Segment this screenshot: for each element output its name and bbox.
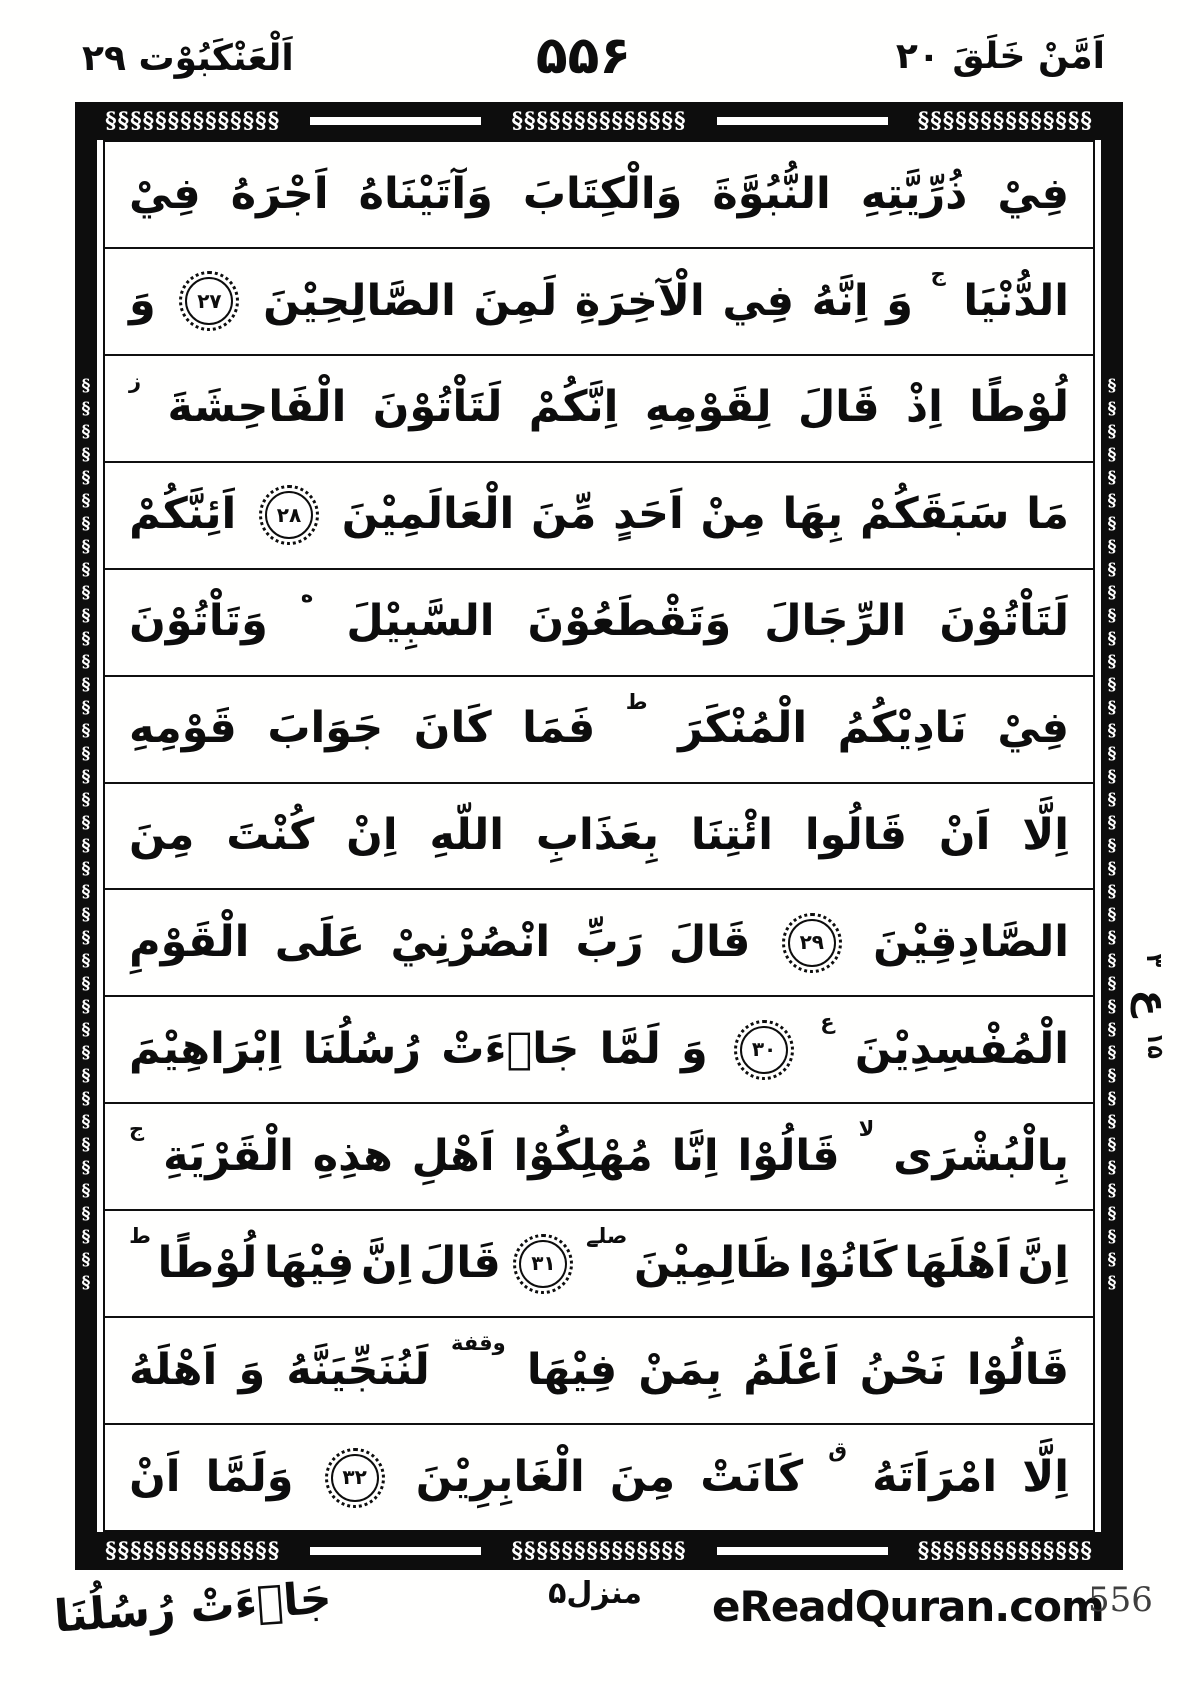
- surah-name-label: اَلْعَنْكَبُوْت ۲۹: [82, 38, 294, 79]
- waqf-mark: ق: [828, 1438, 847, 1463]
- quran-line: [105, 677, 1093, 784]
- quran-line: [105, 1425, 1093, 1530]
- quran-line: [105, 463, 1093, 570]
- waqf-mark: ط: [129, 1224, 151, 1249]
- waqf-mark: وقفة: [451, 1331, 506, 1356]
- ayah-end-medallion: ۲۹: [788, 919, 836, 967]
- quran-word: اَهْلَهُ: [129, 1344, 218, 1395]
- quran-word: قَالُوْا: [966, 1344, 1069, 1395]
- waqf-mark: ج: [930, 261, 946, 286]
- quran-word: اِنْ: [346, 810, 398, 861]
- catchword-next-page: جَاۤءَتْ رُسُلُنَا: [52, 1572, 334, 1643]
- quran-word: مِنَ: [129, 810, 195, 861]
- quran-word: الْآخِرَةِ: [574, 275, 705, 326]
- quran-word: اللّهِ: [429, 810, 504, 861]
- page-number: 556: [1088, 1580, 1153, 1620]
- quran-word: جَاۤءَتْ: [441, 1023, 580, 1074]
- quran-word: مِنَ: [609, 1451, 676, 1502]
- frame-left-band: [75, 140, 97, 1532]
- quran-word: الْغَابِرِيْنَ: [415, 1451, 585, 1502]
- quran-line: [105, 142, 1093, 249]
- quran-word: اَجْرَهُ: [230, 168, 329, 219]
- ruku-in-juz: ۱۵: [1141, 1032, 1167, 1059]
- quran-word: فِيْ: [997, 703, 1069, 754]
- quran-word: اَنْ: [129, 1451, 181, 1502]
- quran-word: وَ: [238, 1344, 266, 1395]
- quran-word: سَبَقَكُمْ: [859, 489, 1010, 540]
- quran-word: كُنْتَ: [226, 810, 315, 861]
- divider-bar: [310, 1547, 481, 1555]
- quran-word: رُسُلُنَا: [302, 1023, 422, 1074]
- quran-word: لَمَّا: [599, 1023, 661, 1074]
- quran-line: [105, 356, 1093, 463]
- scroll-ornament-vertical: §§§§§§§§§§§§§§§§§§§§§§§§§§§§§§§§§§§§§§§§: [76, 376, 96, 1296]
- quran-word: اَئِنَّكُمْ: [129, 489, 237, 540]
- quran-word: اِنَّكُمْ: [528, 382, 619, 433]
- quran-word: وَتَاْتُوْنَ: [129, 596, 268, 647]
- quran-word: كَانُوْا: [798, 1237, 898, 1288]
- frame-right-band: [1101, 140, 1123, 1532]
- quran-word: قَالَ: [668, 917, 751, 968]
- quran-word: قَالُوا: [804, 810, 908, 861]
- waqf-mark: ج: [129, 1117, 145, 1142]
- quran-word: قَالُوْا: [737, 1130, 840, 1181]
- ayah-end-medallion: ۲۷: [185, 277, 233, 325]
- quran-word: الصَّالِحِيْنَ: [263, 275, 456, 326]
- quran-word: اِنَّا: [671, 1130, 719, 1181]
- quran-word: وَ: [129, 275, 156, 326]
- scroll-ornament: §§§§§§§§§§§§§§: [511, 108, 687, 134]
- ruku-count: ۳: [1141, 953, 1167, 968]
- quran-word: فِيْ: [129, 168, 201, 219]
- quran-line: [105, 1211, 1093, 1318]
- waqf-mark: ط: [625, 689, 648, 714]
- quran-word: لَتَاْتُوْنَ: [372, 382, 503, 433]
- quran-line: [105, 1318, 1093, 1425]
- waqf-mark: ز: [129, 368, 142, 393]
- quran-word: مِنْ: [700, 489, 766, 540]
- quran-word: اِلَّا: [1022, 1451, 1069, 1502]
- quran-line: [105, 890, 1093, 997]
- quran-word: كَانَ: [413, 703, 492, 754]
- quran-word: وَلَمَّا: [205, 1451, 294, 1502]
- quran-word: رَبِّ: [575, 917, 644, 968]
- quran-word: قَالَ: [797, 382, 880, 433]
- quran-word: مَا: [1026, 489, 1069, 540]
- quran-word: لِقَوْمِهِ: [644, 382, 772, 433]
- page-header: [62, 24, 1105, 90]
- scroll-ornament: §§§§§§§§§§§§§§: [105, 108, 281, 134]
- scroll-ornament: §§§§§§§§§§§§§§: [917, 108, 1093, 134]
- quran-word: وَ: [886, 275, 913, 326]
- quran-word: الصَّادِقِيْنَ: [873, 917, 1069, 968]
- quran-word: كَانَتْ: [700, 1451, 804, 1502]
- quran-word: مِّنَ: [531, 489, 597, 540]
- waqf-mark: صلے: [586, 1224, 628, 1249]
- quran-word: فِيْهَا: [264, 1237, 355, 1288]
- quran-word: وَتَقْطَعُوْنَ: [527, 596, 732, 647]
- watermark-text: eReadQuran.com: [712, 1582, 1104, 1631]
- quran-word: وَآتَيْنَاهُ: [358, 168, 493, 219]
- quran-word: لُوْطًا: [157, 1237, 258, 1288]
- quran-word: الْمُنْكَرَ: [678, 703, 808, 754]
- quran-word: عَلَى: [274, 917, 366, 968]
- scroll-ornament: §§§§§§§§§§§§§§: [511, 1538, 687, 1564]
- quran-word: لَتَاْتُوْنَ: [939, 596, 1069, 647]
- frame-middle: [75, 140, 1123, 1532]
- quran-word: قَالَ: [419, 1237, 501, 1288]
- quran-word: قَوْمِهِ: [129, 703, 237, 754]
- quran-word: لَمِنَ: [473, 275, 558, 326]
- quran-line: [105, 997, 1093, 1104]
- quran-word: الْقَرْيَةِ: [163, 1130, 294, 1181]
- divider-bar: [717, 117, 888, 125]
- quran-word: فِيْهَا: [526, 1344, 618, 1395]
- divider-bar: [310, 117, 481, 125]
- waqf-mark: لا: [858, 1117, 875, 1142]
- quran-word: الْفَاحِشَةَ: [167, 382, 347, 433]
- quran-word: لَنُنَجِّيَنَّهُ: [286, 1344, 430, 1395]
- quran-word: نَادِيْكُمُ: [837, 703, 967, 754]
- quran-text-area: [103, 140, 1095, 1532]
- quran-word: بِمَنْ: [638, 1344, 722, 1395]
- quran-word: بِعَذَابِ: [535, 810, 660, 861]
- ayah-end-medallion: ۲۸: [265, 491, 313, 539]
- quran-word: وَالْكِتَابَ: [522, 168, 683, 219]
- quran-word: انْصُرْنِيْ: [390, 917, 551, 968]
- quran-word: الْمُفْسِدِيْنَ: [854, 1023, 1069, 1074]
- quran-word: اِذْ: [906, 382, 943, 433]
- quran-word: هذِهِ: [312, 1130, 393, 1181]
- ayah-end-medallion: ۳۲: [331, 1454, 379, 1502]
- quran-word: فِي: [722, 275, 795, 326]
- quran-word: اَحَدٍ: [613, 489, 684, 540]
- quran-word: الْقَوْمِ: [129, 917, 250, 968]
- quran-word: لُوْطًا: [969, 382, 1069, 433]
- quran-word: الدُّنْيَا: [963, 275, 1069, 326]
- quran-word: ظَالِمِيْنَ: [633, 1237, 792, 1288]
- ayah-end-medallion: ۳۰: [740, 1026, 788, 1074]
- quran-word: فِيْ: [997, 168, 1069, 219]
- quran-word: اِبْرَاهِيْمَ: [129, 1023, 283, 1074]
- quran-word: اِنَّ: [360, 1237, 413, 1288]
- quran-word: ائْتِنَا: [690, 810, 774, 861]
- quran-line: [105, 249, 1093, 356]
- quran-word: اَهْلَهَا: [904, 1237, 1011, 1288]
- quran-word: النُّبُوَّةَ: [712, 168, 831, 219]
- quran-word: السَّبِيْلَ: [346, 596, 495, 647]
- page-number-arabic: ۵۵۶: [535, 26, 632, 86]
- ain-ruku-icon: ع: [1131, 989, 1178, 1017]
- manzil-label: منزل۵: [548, 1576, 642, 1611]
- juz-name-label: اَمَّنْ خَلَقَ ۲۰: [895, 36, 1105, 77]
- quran-word: بِهَا: [782, 489, 844, 540]
- quran-line: [105, 784, 1093, 891]
- scroll-ornament: §§§§§§§§§§§§§§: [105, 1538, 281, 1564]
- quran-word: وَ: [681, 1023, 708, 1074]
- ayah-end-medallion: ۳۱: [519, 1240, 567, 1288]
- quran-word: امْرَاَتَهُ: [872, 1451, 998, 1502]
- decorative-frame: [75, 102, 1123, 1570]
- quran-word: اِلَّا: [1022, 810, 1069, 861]
- waqf-mark: ع: [820, 1010, 835, 1035]
- quran-word: جَوَابَ: [267, 703, 384, 754]
- frame-bottom-band: [75, 1532, 1123, 1570]
- quran-word: اَنْ: [938, 810, 991, 861]
- scroll-ornament: §§§§§§§§§§§§§§: [917, 1538, 1093, 1564]
- divider-bar: [717, 1547, 888, 1555]
- waqf-mark: ه: [300, 582, 314, 607]
- quran-line: [105, 1104, 1093, 1211]
- quran-word: مُهْلِكُوْا: [513, 1130, 653, 1181]
- quran-word: اِنَّهُ: [811, 275, 869, 326]
- quran-word: اَهْلِ: [411, 1130, 495, 1181]
- scroll-ornament-vertical: §§§§§§§§§§§§§§§§§§§§§§§§§§§§§§§§§§§§§§§§: [1102, 376, 1122, 1296]
- quran-word: نَحْنُ: [859, 1344, 946, 1395]
- quran-word: اِنَّ: [1017, 1237, 1069, 1288]
- quran-word: الْعَالَمِيْنَ: [341, 489, 515, 540]
- frame-top-band: [75, 102, 1123, 140]
- ruku-margin-marker: [1130, 948, 1178, 1058]
- quran-word: الرِّجَالَ: [764, 596, 907, 647]
- quran-word: فَمَا: [522, 703, 596, 754]
- quran-word: بِالْبُشْرَى: [893, 1130, 1069, 1181]
- quran-word: اَعْلَمُ: [743, 1344, 839, 1395]
- quran-word: ذُرِّيَّتِهِ: [860, 168, 968, 219]
- quran-line: [105, 570, 1093, 677]
